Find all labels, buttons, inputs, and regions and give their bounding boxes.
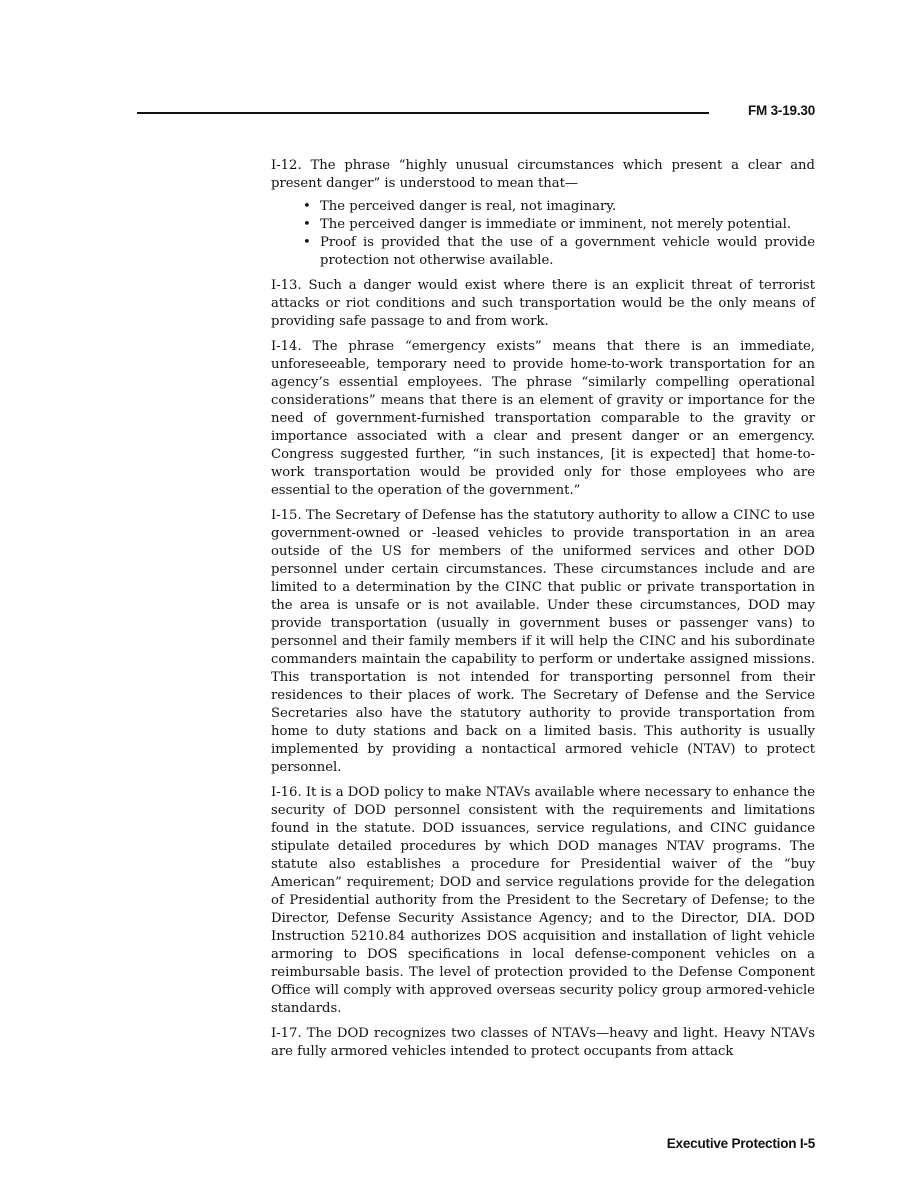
paragraph-i-14: I-14. The phrase “emergency exists” means that there is an immediate, unforeseeable, temporary need to provide home-to-work transportation for an agency’s essential employees. The phrase “similarly compelling operational considerations” means that there is an element of gravity or importance for the need of government-furnished transportation comparable to the gravity or importance associated with a clear and present danger or an emergency. Congress suggested further, “in such instances, [it is expected] that home-to-work transportation would be provided only for those employees who are essential to the operation of the government.” bbox=[271, 339, 815, 498]
paragraph-i-17: I-17. The DOD recognizes two classes of NTAVs—heavy and light. Heavy NTAVs are fully armored vehicles intended to protect occupants from attack bbox=[271, 1026, 815, 1059]
paragraph-i-16: I-16. It is a DOD policy to make NTAVs available where necessary to enhance the security of DOD personnel consistent with the requirements and limitations found in the statute. DOD issuances, service regulations, and CINC guidance stipulate detailed procedures by which DOD manages NTAV programs. The statute also establishes a procedure for Presidential waiver of the “buy American” requirement; DOD and service regulations provide for the delegation of Presidential authority from the President to the Secretary of Defense; to the Director, Defense Security Assistance Agency; and to the Director, DIA. DOD Instruction 5210.84 authorizes DOS acquisition and installation of light vehicle armoring to DOS specifications in local defense-component vehicles on a reimbursable basis. The level of protection provided to the Defense Component Office will comply with approved overseas security policy group armored-vehicle standards. bbox=[271, 785, 815, 1016]
paragraph-i-15: I-15. The Secretary of Defense has the statutory authority to allow a CINC to use government-owned or -leased vehicles to provide transportation in an area outside of the US for members of the uniformed services and other DOD personnel under certain circumstances. These circumstances include and are limited to a determination by the CINC that public or private transportation in the area is unsafe or is not available. Under these circumstances, DOD may provide transportation (usually in government buses or passenger vans) to personnel and their family members if it will help the CINC and his subordinate commanders maintain the capability to perform or undertake assigned missions. This transportation is not intended for transporting personnel from their residences to their places of work. The Secretary of Defense and the Service Secretaries also have the statutory authority to provide transportation from home to duty stations and back on a limited basis. This authority is usually implemented by providing a nontactical armored vehicle (NTAV) to protect personnel. bbox=[271, 508, 815, 775]
header-rule bbox=[137, 112, 709, 114]
manual-code: FM 3-19.30 bbox=[747, 103, 815, 118]
paragraph-i-12: I-12. The phrase “highly unusual circumstances which present a clear and present danger” is understood to mean that— bbox=[271, 158, 815, 191]
bullet-item: • Proof is provided that the use of a government vehicle would provide protection not otherwise available. bbox=[303, 234, 815, 270]
page-footer: Executive Protection I-5 bbox=[666, 1136, 815, 1151]
bullet-item: • The perceived danger is immediate or imminent, not merely potential. bbox=[303, 216, 815, 234]
body-text bbox=[271, 157, 815, 1068]
paragraph-i-13: I-13. Such a danger would exist where there is an explicit threat of terrorist attacks or riot conditions and such transportation would be the only means of providing safe passage to and from work. bbox=[271, 278, 815, 329]
bullet-item: • The perceived danger is real, not imaginary. bbox=[303, 198, 815, 216]
bullet-list bbox=[271, 198, 815, 270]
